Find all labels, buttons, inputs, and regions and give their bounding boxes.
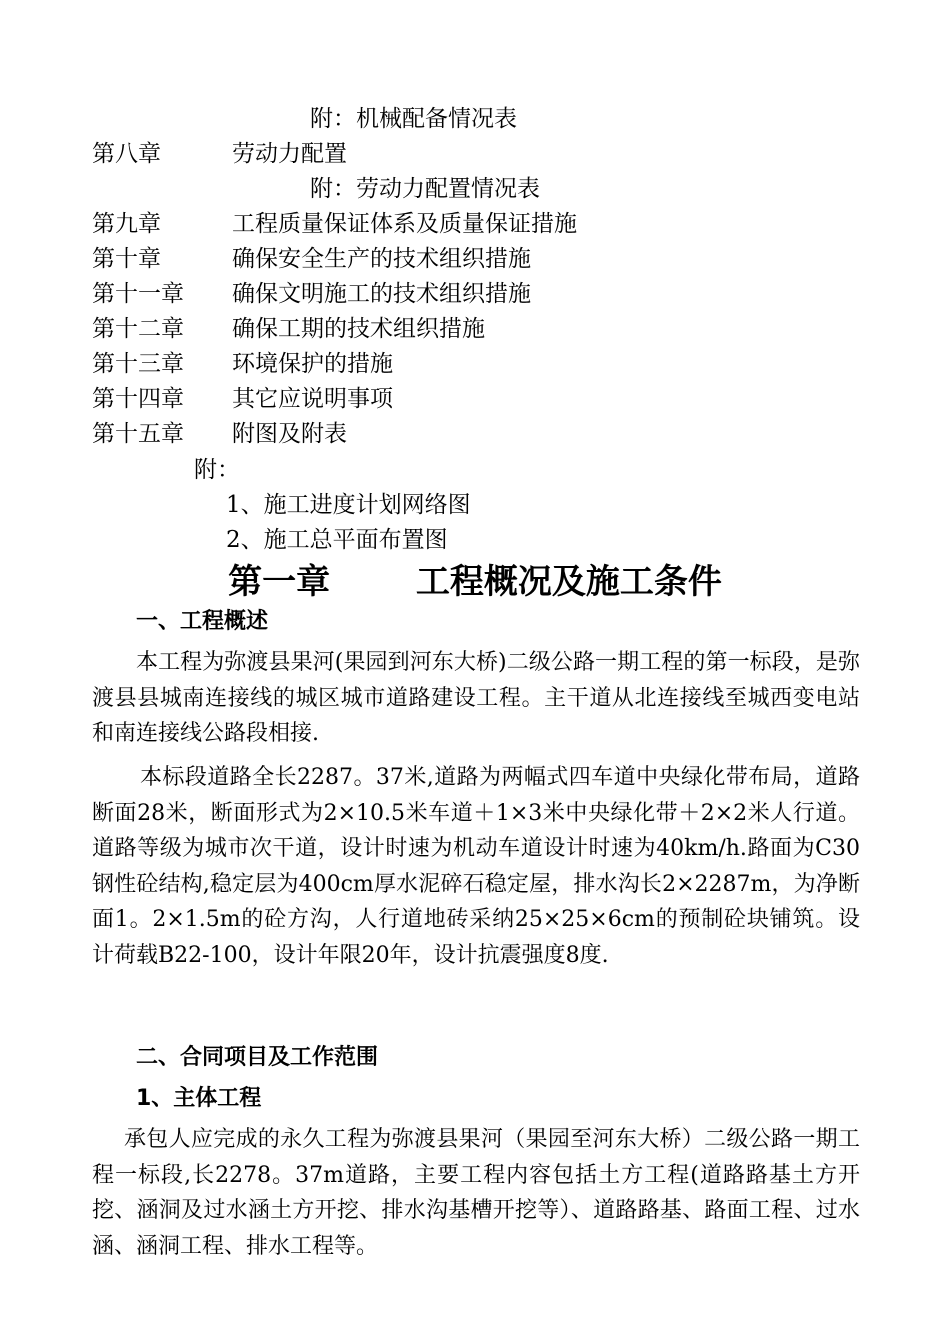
overview-paragraph-2: 本标段道路全长2287。37米,道路为两幅式四车道中央绿化带布局，道路断面28米，断面形式为2×10.5米车道＋1×3米中央绿化带＋2×2米人行道。道路等级为城市次干道，设计时速为机动车道设计时速为40km/h.路面为C30钢性砼结构,稳定层为400cm厚水泥碎石稳定屋，排水沟长2×2287m，为净断面1。2×1.5m的砼方沟，人行道地砖采纳25×25×6cm的预制砼块铺筑。设计荷载B22-100，设计年限20年，设计抗震强度8度.: [92, 765, 860, 968]
toc-chapter-13-number: 第十三章: [92, 351, 184, 377]
toc-chapter-14-number: 第十四章: [92, 386, 184, 412]
toc-chapter-12-title: 确保工期的技术组织措施: [232, 316, 485, 342]
main-works-paragraph: 承包人应完成的永久工程为弥渡县果河（果园至河东大桥）二级公路一期工程一标段,长2278。37m道路，主要工程内容包括土方工程(道路路基土方开挖、涵洞及过水涵土方开挖、排水沟基槽开挖等）、道路路基、路面工程、过水涵、涵洞工程、排水工程等。: [92, 1127, 860, 1259]
toc-chapter-9-title: 工程质量保证体系及质量保证措施: [232, 211, 577, 237]
toc-chapter-15-number: 第十五章: [92, 421, 184, 447]
toc-chapter-10-title: 确保安全生产的技术组织措施: [232, 246, 531, 272]
section-heading-contract-scope: 二、合同项目及工作范围: [136, 1045, 379, 1070]
toc-chapter-9-number: 第九章: [92, 211, 161, 237]
toc-chapter-14-title: 其它应说明事项: [232, 386, 393, 412]
toc-appendix-label: 附：: [194, 457, 240, 483]
toc-attachment-labor: 附：劳动力配置情况表: [310, 176, 540, 202]
toc-attachment-machinery: 附：机械配备情况表: [310, 106, 517, 132]
toc-chapter-8-number: 第八章: [92, 141, 161, 167]
toc-chapter-13-title: 环境保护的措施: [232, 351, 393, 377]
toc-chapter-11-title: 确保文明施工的技术组织措施: [232, 281, 531, 307]
subsection-heading-main-works: 1、主体工程: [136, 1086, 262, 1111]
chapter-title: 第一章 工程概况及施工条件: [228, 562, 722, 602]
toc-chapter-12-number: 第十二章: [92, 316, 184, 342]
toc-appendix-item-1: 1、施工进度计划网络图: [226, 492, 471, 518]
toc-chapter-11-number: 第十一章: [92, 281, 184, 307]
section-heading-overview: 一、工程概述: [136, 609, 269, 634]
toc-chapter-8-title: 劳动力配置: [232, 141, 347, 167]
toc-appendix-item-2: 2、施工总平面布置图: [226, 527, 448, 553]
toc-chapter-15-title: 附图及附表: [232, 421, 347, 447]
overview-paragraph-1: 本工程为弥渡县果河(果园到河东大桥)二级公路一期工程的第一标段，是弥渡县县城南连接线的城区城市道路建设工程。主干道从北连接线至城西变电站和南连接线公路段相接.: [92, 650, 860, 746]
toc-chapter-10-number: 第十章: [92, 246, 161, 272]
